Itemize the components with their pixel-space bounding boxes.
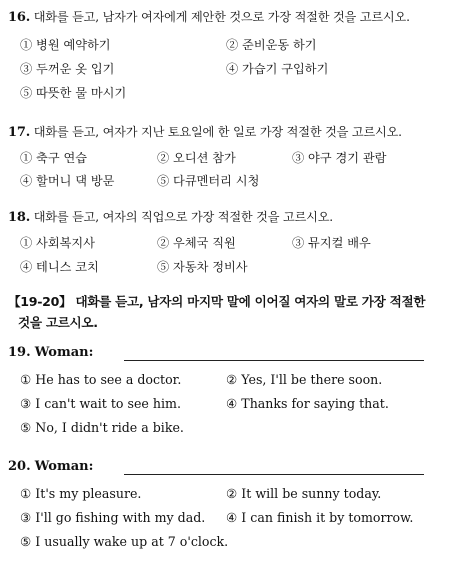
q17-option-2[interactable]: ② 오디션 참가 — [157, 151, 236, 165]
q18-option-3[interactable]: ③ 뮤지컬 배우 — [292, 236, 371, 250]
speaker-label: Woman: — [34, 459, 94, 474]
q16-option-5[interactable]: ⑤ 따뜻한 물 마시기 — [20, 86, 127, 100]
q16-option-4[interactable]: ④ 가습기 구입하기 — [226, 62, 329, 76]
answer-blank — [124, 474, 424, 475]
question-text: 대화를 듣고, 남자가 여자에게 제안한 것으로 가장 적절한 것을 고르시오. — [33, 10, 410, 24]
section-heading-line-1: 【19-20】 대화를 듣고, 남자의 마지막 말에 이어질 여자의 말로 가장 적절한 — [8, 294, 426, 309]
speaker-label: Woman: — [34, 345, 94, 360]
q16-option-2[interactable]: ② 준비운동 하기 — [226, 38, 317, 52]
q20-option-3[interactable]: ③ I'll go fishing with my dad. — [20, 510, 206, 525]
q18-option-2[interactable]: ② 우체국 직원 — [157, 236, 236, 250]
question-17-stem — [8, 123, 402, 140]
q16-option-3[interactable]: ③ 두꺼운 옷 입기 — [20, 62, 115, 76]
question-number: 20. — [8, 459, 31, 474]
q20-option-1[interactable]: ① It's my pleasure. — [20, 486, 142, 501]
q19-option-1[interactable]: ① He has to see a doctor. — [20, 372, 182, 387]
answer-blank — [124, 360, 424, 361]
q17-option-4[interactable]: ④ 할머니 댁 방문 — [20, 174, 115, 188]
section-heading-line-2: 것을 고르시오. — [18, 315, 98, 330]
q20-option-5[interactable]: ⑤ I usually wake up at 7 o'clock. — [20, 534, 229, 549]
q19-option-3[interactable]: ③ I can't wait to see him. — [20, 396, 181, 411]
q19-option-5[interactable]: ⑤ No, I didn't ride a bike. — [20, 420, 184, 435]
q19-option-2[interactable]: ② Yes, I'll be there soon. — [226, 372, 383, 387]
q17-option-3[interactable]: ③ 야구 경기 관람 — [292, 151, 387, 165]
question-text: 대화를 듣고, 여자가 지난 토요일에 한 일로 가장 적절한 것을 고르시오. — [33, 125, 402, 139]
q18-option-4[interactable]: ④ 테니스 코치 — [20, 260, 99, 274]
q16-option-1[interactable]: ① 병원 예약하기 — [20, 38, 111, 52]
question-number: 19. — [8, 345, 31, 360]
q17-option-5[interactable]: ⑤ 다큐멘터리 시청 — [157, 174, 260, 188]
question-text: 대화를 듣고, 여자의 직업으로 가장 적절한 것을 고르시오. — [33, 210, 333, 224]
question-20-stem — [8, 459, 93, 474]
question-number: 16. — [8, 10, 31, 25]
question-number: 18. — [8, 210, 31, 225]
q18-option-5[interactable]: ⑤ 자동차 정비사 — [157, 260, 248, 274]
q19-option-4[interactable]: ④ Thanks for saying that. — [226, 396, 389, 411]
q20-option-2[interactable]: ② It will be sunny today. — [226, 486, 382, 501]
question-18-stem — [8, 208, 333, 225]
question-16-stem — [8, 8, 410, 25]
question-19-stem — [8, 345, 93, 360]
section-heading — [8, 291, 456, 333]
q18-option-1[interactable]: ① 사회복지사 — [20, 236, 95, 250]
q17-option-1[interactable]: ① 축구 연습 — [20, 151, 88, 165]
question-number: 17. — [8, 125, 31, 140]
q20-option-4[interactable]: ④ I can finish it by tomorrow. — [226, 510, 414, 525]
